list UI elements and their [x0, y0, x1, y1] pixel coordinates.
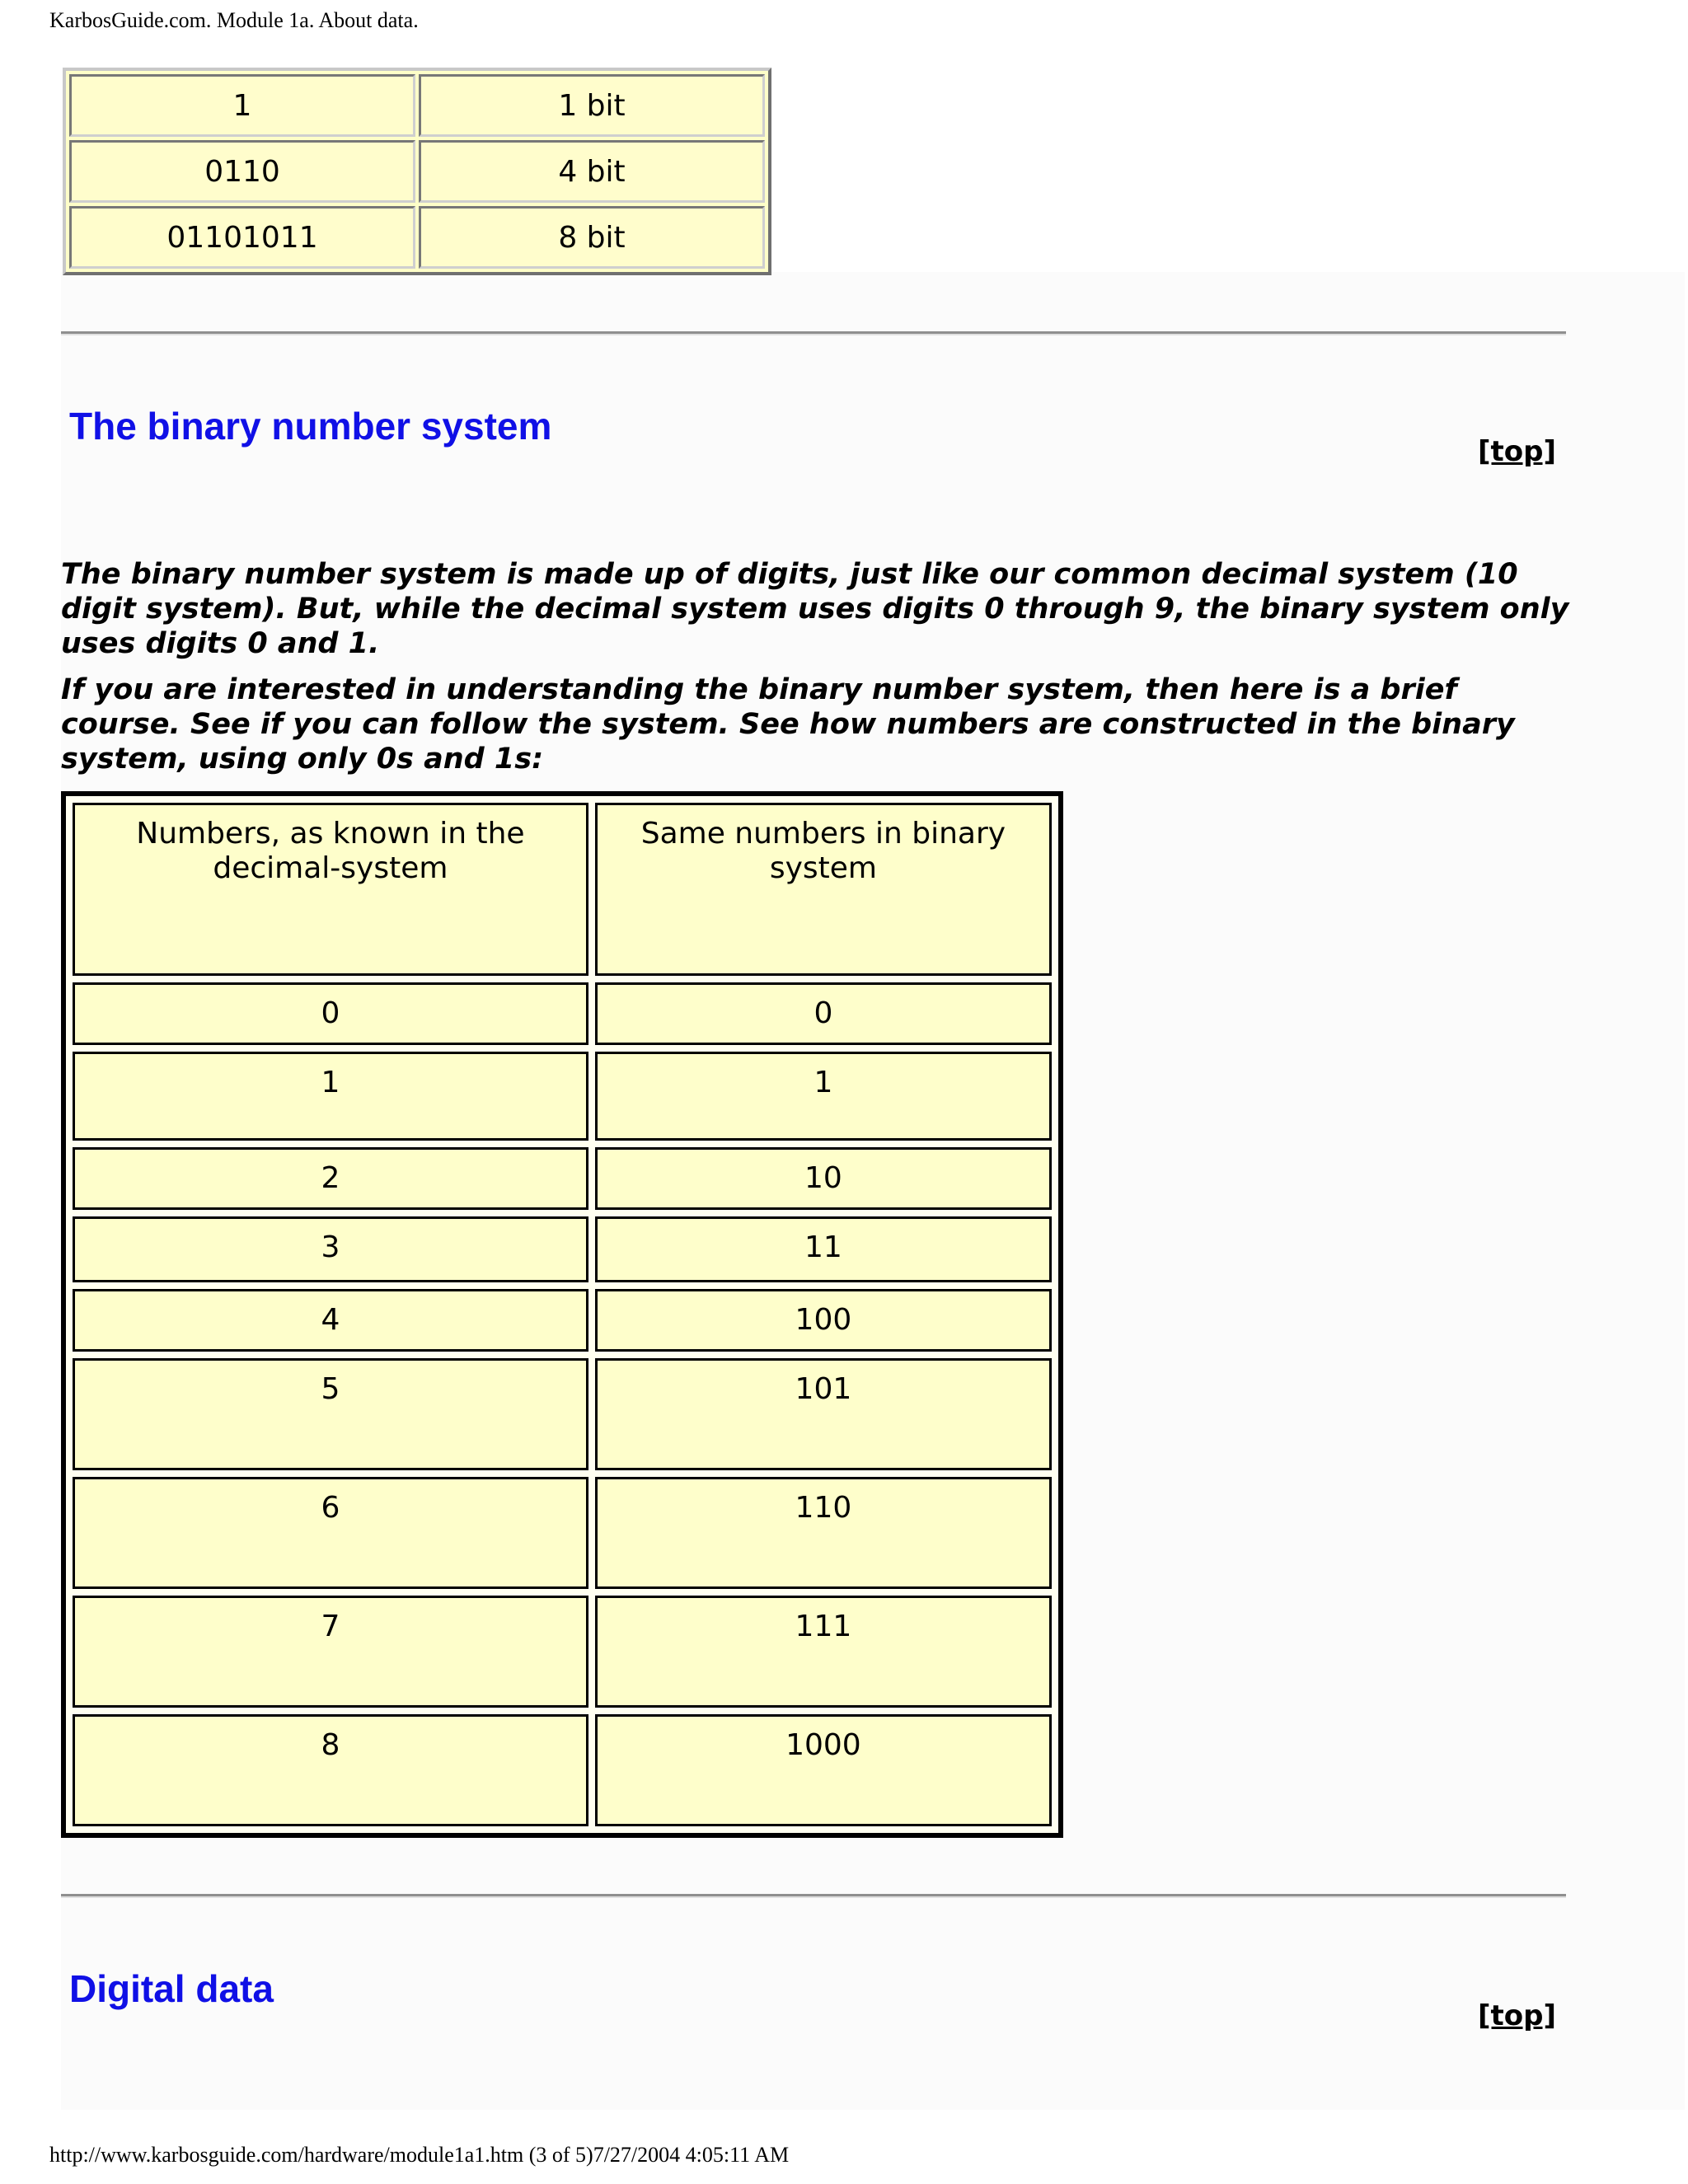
- paragraph-binary-course: If you are interested in understanding the binary number system, then here is a brief course. See if you can follow the system. See how numbers are constructed in the binary system, using only 0s and 1s:: [61, 673, 1515, 776]
- bits-table: [63, 68, 771, 275]
- table-cell: 01101011: [69, 206, 415, 269]
- table-row: [73, 1052, 1052, 1141]
- binary-table: [61, 791, 1063, 1838]
- section-title-binary: The binary number system: [69, 405, 552, 448]
- paragraph-binary-intro: The binary number system is made up of digits, just like our common decimal system (10 digit system). But, while the decimal system uses digits 0 through 9, the binary system only uses digits 0 and 1.: [61, 558, 1569, 660]
- table-cell: 4 bit: [419, 140, 765, 203]
- table-cell: 10: [595, 1147, 1052, 1210]
- top-link[interactable]: [top]: [1477, 1999, 1556, 2032]
- table-row: [73, 982, 1052, 1045]
- table-cell: 6: [73, 1477, 588, 1589]
- table-row: [73, 1596, 1052, 1708]
- horizontal-rule: [61, 331, 1566, 335]
- table-cell: 0: [73, 982, 588, 1045]
- table-row: [73, 1216, 1052, 1282]
- table-cell: 11: [595, 1216, 1052, 1282]
- table-header-row: [73, 803, 1052, 976]
- table-row: [73, 1289, 1052, 1352]
- table-row: [69, 140, 765, 203]
- table-cell: 1: [69, 74, 415, 137]
- table-cell: 1: [73, 1052, 588, 1141]
- table-cell: 110: [595, 1477, 1052, 1589]
- table-cell: 0: [595, 982, 1052, 1045]
- table-cell: 1: [595, 1052, 1052, 1141]
- table-row: [73, 1714, 1052, 1826]
- table-cell: 101: [595, 1358, 1052, 1470]
- column-header: Numbers, as known in the decimal-system: [73, 803, 588, 976]
- table-cell: 7: [73, 1596, 588, 1708]
- column-header: Same numbers in binary system: [595, 803, 1052, 976]
- table-cell: 100: [595, 1289, 1052, 1352]
- horizontal-rule: [61, 1894, 1566, 1898]
- page-header: KarbosGuide.com. Module 1a. About data.: [49, 8, 419, 32]
- table-cell: 1000: [595, 1714, 1052, 1826]
- table-cell: 5: [73, 1358, 588, 1470]
- table-cell: 111: [595, 1596, 1052, 1708]
- table-cell: 8 bit: [419, 206, 765, 269]
- table-cell: 4: [73, 1289, 588, 1352]
- table-cell: 2: [73, 1147, 588, 1210]
- top-link[interactable]: [top]: [1477, 435, 1556, 468]
- table-cell: 1 bit: [419, 74, 765, 137]
- table-cell: 0110: [69, 140, 415, 203]
- table-row: [73, 1358, 1052, 1470]
- table-row: [73, 1147, 1052, 1210]
- table-cell: 8: [73, 1714, 588, 1826]
- section-title-digital: Digital data: [69, 1967, 274, 2010]
- table-row: [69, 206, 765, 269]
- table-row: [73, 1477, 1052, 1589]
- table-cell: 3: [73, 1216, 588, 1282]
- page-footer-url: http://www.karbosguide.com/hardware/module1a1.htm (3 of 5)7/27/2004 4:05:11 AM: [49, 2143, 790, 2167]
- table-row: [69, 74, 765, 137]
